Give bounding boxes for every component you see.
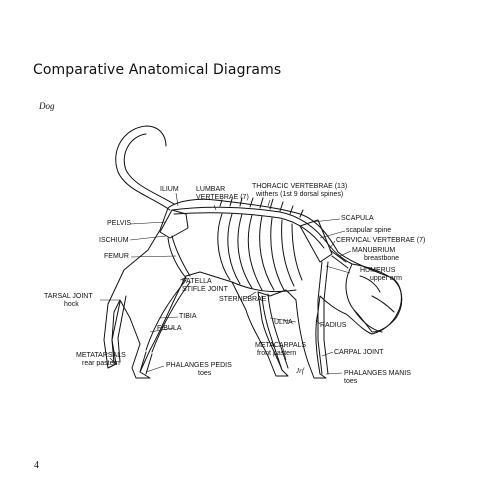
label-thoracic-sub: withers (1st 9 dorsal spines) xyxy=(256,191,344,198)
label-humerus-sub: upper arm xyxy=(370,275,402,282)
label-metacarpals-sub: front pastern xyxy=(257,350,297,357)
label-patella xyxy=(182,278,228,294)
label-ulna: ULNA xyxy=(274,319,293,326)
label-lumbar-line1: LUMBAR xyxy=(196,186,226,193)
label-femur: FEMUR xyxy=(104,253,129,260)
label-sternebrae: STERNEBRAE xyxy=(219,296,267,303)
scapula-shape xyxy=(300,220,332,262)
label-thoracic-vertebrae xyxy=(252,183,347,199)
label-metatarsals-sub: rear pastern xyxy=(82,360,120,367)
artist-signature: Jrf xyxy=(296,367,304,375)
label-lumbar-line2: VERTEBRAE (7) xyxy=(196,194,249,201)
label-tarsal-joint xyxy=(44,293,93,309)
figure-caption: Dog xyxy=(39,101,55,111)
label-phalanges-pedis-main: PHALANGES PEDIS xyxy=(166,362,232,369)
label-tarsal-main: TARSAL JOINT xyxy=(44,293,93,300)
label-phalanges-manis xyxy=(344,370,411,386)
label-phalanges-pedis xyxy=(166,362,232,378)
label-metacarpals xyxy=(255,342,306,358)
label-manubrium xyxy=(352,247,399,263)
label-tarsal-sub: hock xyxy=(64,301,79,308)
label-phalanges-manis-main: PHALANGES MANIS xyxy=(344,370,411,377)
label-tibia: TIBIA xyxy=(179,313,197,320)
label-lumbar-vertebrae xyxy=(196,186,249,202)
label-metatarsals-main: METATARSALS xyxy=(76,352,126,359)
label-radius: RADIUS xyxy=(320,322,347,329)
page-number: 4 xyxy=(34,460,39,471)
label-ischium: ISCHIUM xyxy=(99,237,129,244)
label-patella-sub: STIFLE JOINT xyxy=(182,286,228,293)
label-thoracic-main: THORACIC VERTEBRAE (13) xyxy=(252,183,348,190)
label-fibula: FIBULA xyxy=(157,325,182,332)
label-scapula: SCAPULA xyxy=(341,215,374,222)
label-manubrium-sub: breastbone xyxy=(364,255,400,262)
label-humerus xyxy=(360,267,402,283)
page-title: Comparative Anatomical Diagrams xyxy=(33,62,282,78)
label-patella-main: PATELLA xyxy=(182,278,212,285)
label-phalanges-pedis-sub: toes xyxy=(198,370,212,377)
femur-bone xyxy=(168,236,190,278)
label-humerus-main: HUMERUS xyxy=(360,267,396,274)
label-ilium: ILIUM xyxy=(160,186,179,193)
label-pelvis: PELVIS xyxy=(107,220,131,227)
label-metatarsals xyxy=(76,352,126,368)
label-carpal-joint: CARPAL JOINT xyxy=(334,349,384,356)
label-phalanges-manis-sub: toes xyxy=(344,378,358,385)
label-metacarpals-main: METACARPALS xyxy=(255,342,307,349)
label-manubrium-main: MANUBRIUM xyxy=(352,247,396,254)
label-cervical-vertebrae: CERVICAL VERTEBRAE (7) xyxy=(336,237,426,244)
label-scapular-spine: scapular spine xyxy=(346,227,392,234)
